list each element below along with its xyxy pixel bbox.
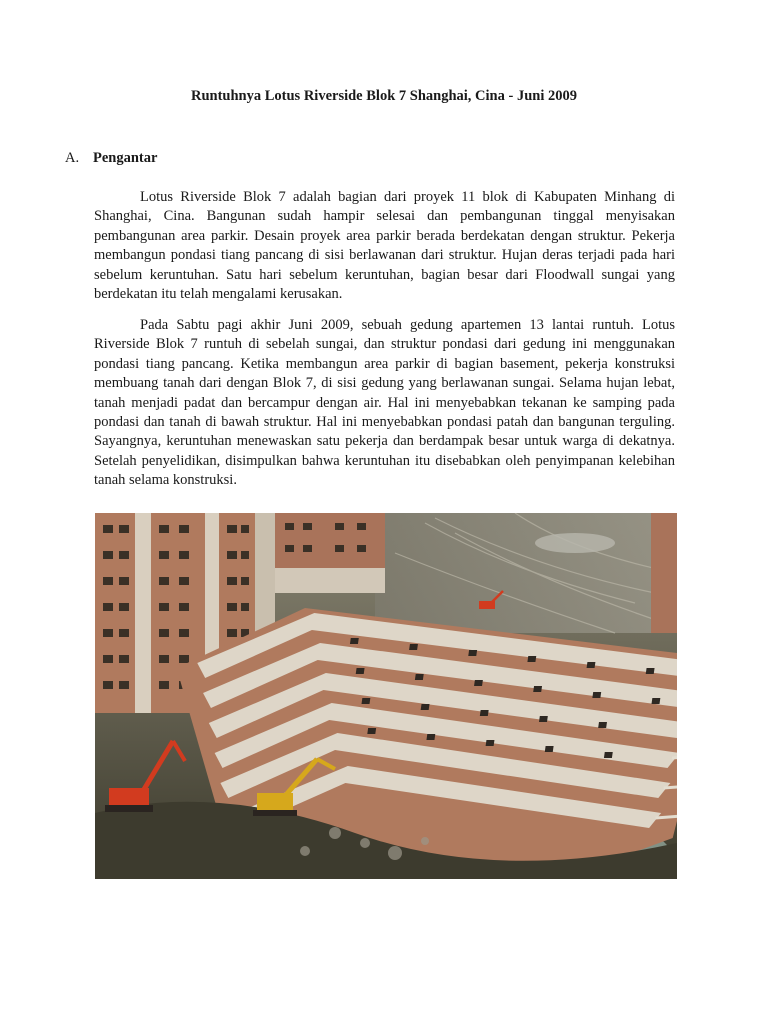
section-heading [65, 150, 157, 167]
paragraph-1: Lotus Riverside Blok 7 adalah bagian dari proyek 11 blok di Kabupaten Minhang di Shanghai, Cina. Bangunan sudah hampir selesai dan pembangunan tinggal menyisakan pembangunan area parkir. Desain proyek area parkir berada berdekatan dengan struktur. Pekerja membangun pondasi tiang pancang di sisi berlawanan dari struktur. Hujan deras terjadi pada hari sebelum keruntuhan. Satu hari sebelum keruntuhan, bagian besar dari Floodwall sungai yang berdekatan itu telah mengalami kerusakan. [94, 189, 675, 303]
paragraph-2: Pada Sabtu pagi akhir Juni 2009, sebuah gedung apartemen 13 lantai runtuh. Lotus Riverside Blok 7 runtuh di sebelah sungai, dan struktur pondasi dari gedung ini menggunakan pondasi tiang pancang. Ketika membangun area parkir di bagian basement, pekerja konstruksi membuang tanah dari dengan Blok 7, di sisi gedung yang berlawanan sungai. Selama hujan lebat, tanah menjadi padat dan bercampur dengan air. Hal ini menyebabkan tekanan ke samping pada pondasi dan tanah di bawah struktur. Hal ini menyebabkan pondasi patah dan bangunan terguling. Sayangnya, keruntuhan menewaskan satu pekerja dan berdampak besar untuk warga di dekatnya. Setelah penyelidikan, disimpulkan bahwa keruntuhan itu disebabkan oleh penyimpanan kelebihan tanah selama konstruksi. [94, 317, 675, 489]
collapsed-building-photo [95, 513, 677, 879]
standing-building-middle [275, 513, 385, 593]
document-title: Runtuhnya Lotus Riverside Blok 7 Shanghai, Cina - Juni 2009 [191, 88, 577, 104]
section-number: A. [65, 150, 80, 166]
standing-building-right [651, 513, 677, 633]
section-title: Pengantar [93, 150, 158, 166]
